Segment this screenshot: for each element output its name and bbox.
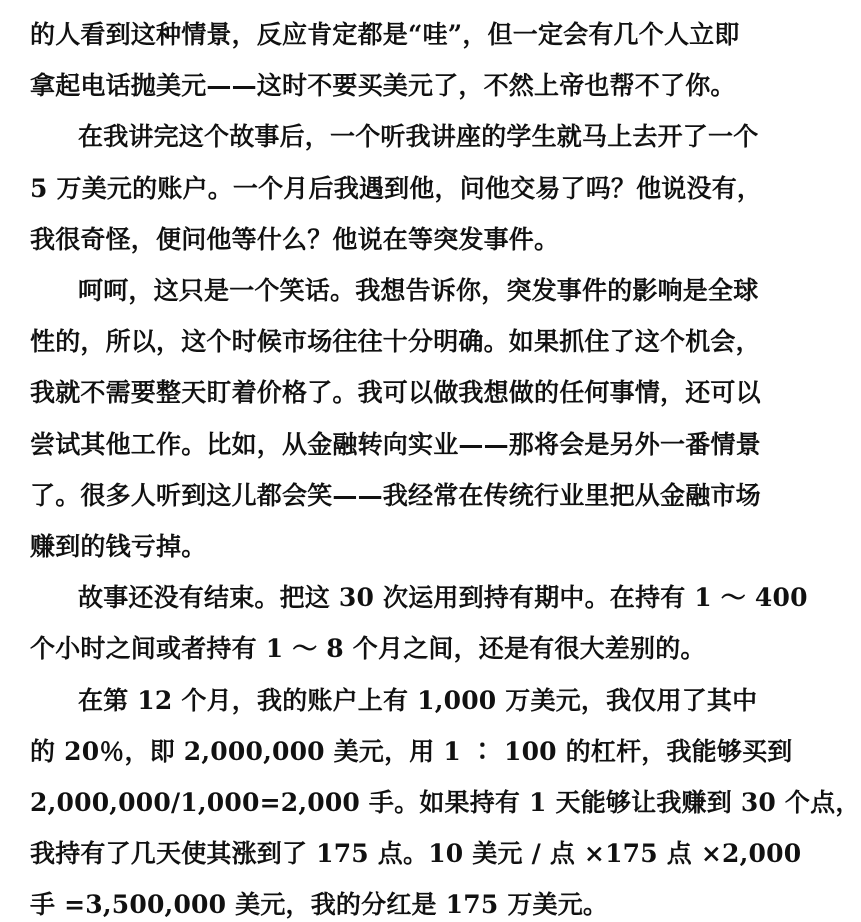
text-line: 的 20％，即 2,000,000 美元，用 1 ∶ 100 的杠杆，我能够买到 (30, 737, 793, 766)
paragraph-start-line: 在第 12 个月，我的账户上有 1,000 万美元，我仅用了其中 (78, 686, 758, 715)
text-line: 性的，所以，这个时候市场往往十分明确。如果抓住了这个机会， (30, 327, 761, 356)
text-line: 5 万美元的账户。一个月后我遇到他，问他交易了吗？他说没有， (30, 174, 763, 203)
paragraph-start-line: 故事还没有结束。把这 30 次运用到持有期中。在持有 1 ～ 400 (78, 583, 808, 612)
text-line: 我就不需要整天盯着价格了。我可以做我想做的任何事情，还可以 (30, 378, 761, 407)
text-line: 尝试其他工作。比如，从金融转向实业——那将会是另外一番情景 (30, 430, 761, 459)
text-line: 赚到的钱亏掉。 (30, 532, 207, 561)
text-line: 我很奇怪，便问他等什么？他说在等突发事件。 (30, 225, 560, 254)
text-line: 手 =3,500,000 美元，我的分红是 175 万美元。 (30, 890, 609, 919)
text-line: 拿起电话抛美元——这时不要买美元了，不然上帝也帮不了你。 (30, 71, 736, 100)
text-line: 我持有了几天使其涨到了 175 点。10 美元 / 点 ×175 点 ×2,000 (30, 839, 802, 868)
text-line: 个小时之间或者持有 1 ～ 8 个月之间，还是有很大差别的。 (30, 634, 706, 663)
text-line: 了。很多人听到这儿都会笑——我经常在传统行业里把从金融市场 (30, 481, 761, 510)
text-line: 的人看到这种情景，反应肯定都是“哇”，但一定会有几个人立即 (30, 20, 740, 49)
paragraph-start-line: 在我讲完这个故事后，一个听我讲座的学生就马上去开了一个 (78, 122, 759, 151)
paragraph-start-line: 呵呵，这只是一个笑话。我想告诉你，突发事件的影响是全球 (78, 276, 759, 305)
text-line: 2,000,000/1,000=2,000 手。如果持有 1 天能够让我赚到 30 个点， (30, 788, 861, 817)
